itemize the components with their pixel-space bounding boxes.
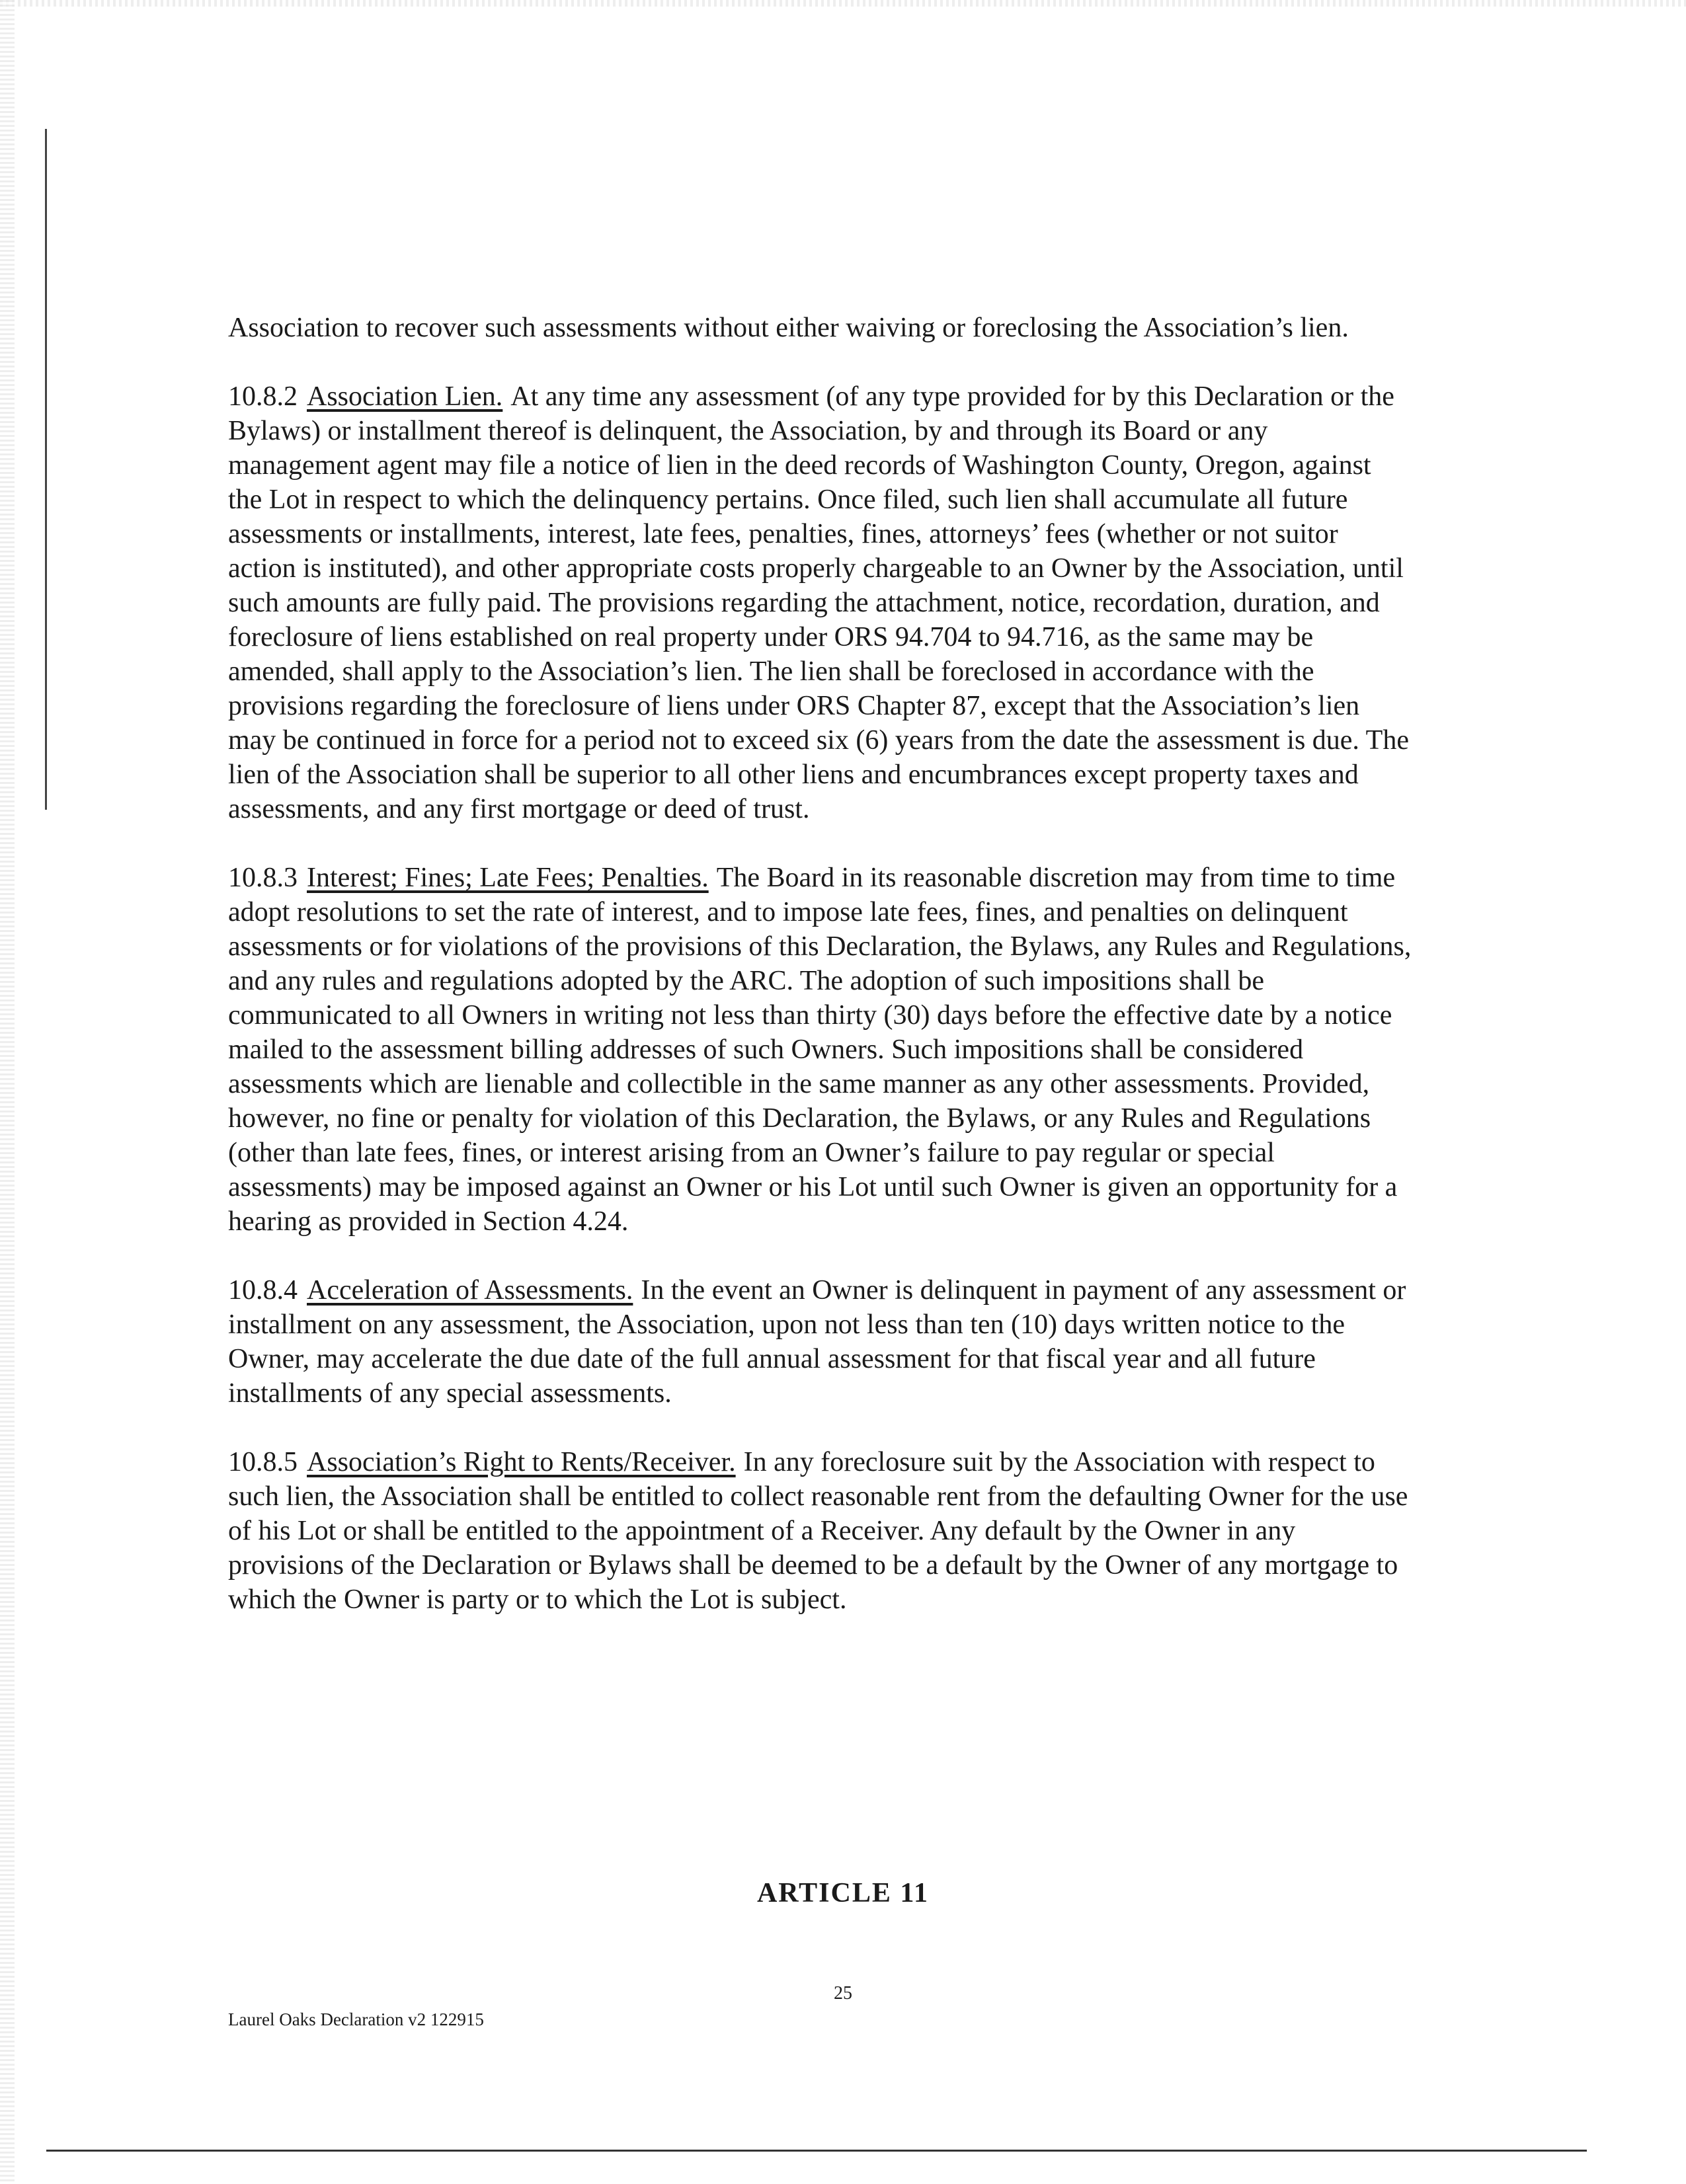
section-heading: Interest; Fines; Late Fees; Penalties.: [307, 863, 709, 893]
footer-document-label: Laurel Oaks Declaration v2 122915: [228, 2009, 484, 2029]
section-number: 10.8.4: [228, 1275, 298, 1306]
section-text: At any time any assessment (of any type provided for by this Declaration or the Bylaws) or installment thereof is delinquent, the Association, by and through its Board or any management agent may file a notice of lien in the deed records of Washington County, Oregon, against the Lot in respect to which the delinquency pertains. Once filed, such lien shall accumulate all future assessments or installments, interest, late fees, penalties, fines, attorneys’ fees (whether or not suitor action is instituted), and other appropriate costs properly chargeable to an Owner by the Association, until such amounts are fully paid. The provisions regarding the attachment, notice, recordation, duration, and foreclosure of liens established on real property under ORS 94.704 to 94.716, as the same may be amended, shall apply to the Association’s lien. The lien shall be foreclosed in accordance with the provisions regarding the foreclosure of liens under ORS Chapter 87, except that the Association’s lien may be continued in force for a period not to exceed six (6) years from the date the assessment is due. The lien of the Association shall be superior to all other liens and encumbrances except property taxes and assessments, and any first mortgage or deed of trust.: [228, 381, 1409, 824]
section-text: The Board in its reasonable discretion may from time to time adopt resolutions to set the rate of interest, and to impose late fees, fines, and penalties on delinquent assessments or for violations of the provisions of this Declaration, the Bylaws, any Rules and Regulations, and any rules and regulations adopted by the ARC. The adoption of such impositions shall be communicated to all Owners in writing not less than thirty (30) days before the effective date by a notice mailed to the assessment billing addresses of such Owners. Such impositions shall be considered assessments which are lienable and collectible in the same manner as any other assessments. Provided, however, no fine or penalty for violation of this Declaration, the Bylaws, or any Rules and Regulations (other than late fees, fines, or interest arising from an Owner’s failure to pay regular or special assessments) may be imposed against an Owner or his Lot until such Owner is given an opportunity for a hearing as provided in Section 4.24.: [228, 863, 1412, 1237]
paragraph-text: Association to recover such assessments without either waiving or foreclosing the Association’s lien.: [228, 313, 1349, 343]
section-number: 10.8.2: [228, 381, 298, 412]
paragraph-continuation: [228, 311, 1412, 345]
section-text: In the event an Owner is delinquent in payment of any assessment or installment on any assessment, the Association, upon not less than ten (10) days written notice to the Owner, may accelerate the due date of the full annual assessment for that fiscal year and all future installments of any special assessments.: [228, 1275, 1406, 1409]
section-number: 10.8.3: [228, 863, 298, 893]
document-body: [228, 311, 1412, 1651]
section-text: In any foreclosure suit by the Association with respect to such lien, the Association shall be entitled to collect reasonable rent from the defaulting Owner for the use of his Lot or shall be entitled to the appointment of a Receiver. Any default by the Owner in any provisions of the Declaration or Bylaws shall be deemed to be a default by the Owner of any mortgage to which the Owner is party or to which the Lot is subject.: [228, 1447, 1408, 1615]
bottom-rule: [46, 2150, 1587, 2152]
section-heading: Association’s Right to Rents/Receiver.: [307, 1447, 736, 1477]
section-10-8-5: [228, 1445, 1412, 1617]
section-10-8-2: [228, 379, 1412, 826]
section-number: 10.8.5: [228, 1447, 298, 1477]
scan-left-edge: [0, 0, 15, 2184]
article-heading: ARTICLE 11: [756, 1878, 930, 1908]
scan-top-edge: [0, 0, 1686, 7]
section-heading: Acceleration of Assessments.: [307, 1275, 633, 1306]
page-number: 25: [834, 1983, 852, 2004]
section-heading: Association Lien.: [307, 381, 503, 412]
section-10-8-3: [228, 861, 1412, 1239]
section-10-8-4: [228, 1273, 1412, 1411]
margin-revision-bar: [45, 129, 47, 810]
